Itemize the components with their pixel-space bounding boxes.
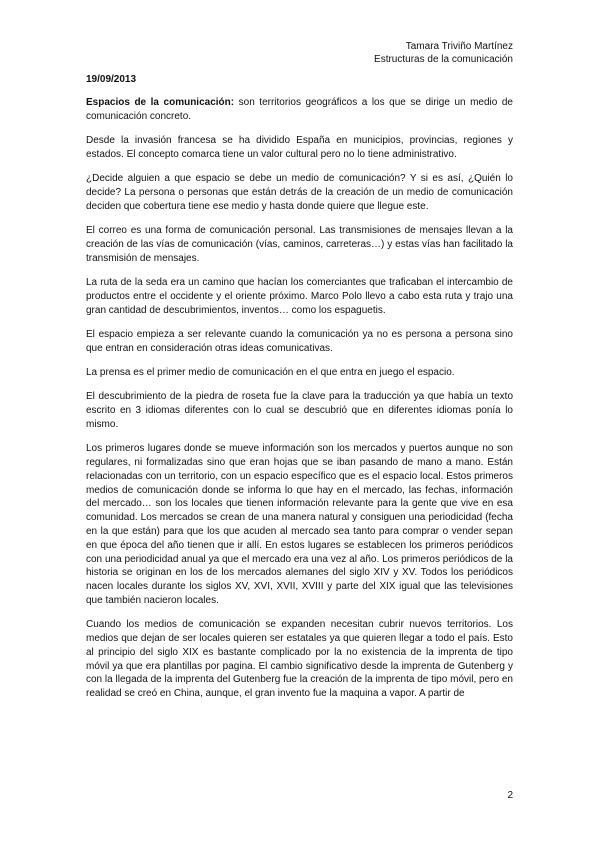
paragraph: El correo es una forma de comunicación personal. Las transmisiones de mensajes llevan a la creación de las vías de comunicación (vías, caminos, carreteras…) y estas vías han facilitado la transmisión de mensajes. bbox=[86, 225, 513, 264]
course-name: Estructuras de la comunicación bbox=[374, 53, 513, 65]
paragraph: La prensa es el primer medio de comunicación en el que entra en juego el espacio. bbox=[86, 366, 455, 378]
author-name: Tamara Triviño Martínez bbox=[405, 41, 513, 52]
paragraph: ¿Decide alguien a que espacio se debe un medio de comunicación? Y si es así, ¿Quién lo decide? La persona o personas que están detrás de la creación de un medio de comunicación deciden que cobertura tiene ese medio y hasta donde quiere que llegue este. bbox=[86, 173, 513, 212]
paragraph: Cuando los medios de comunicación se expanden necesitan cubrir nuevos territorios. Los medios que dejan de ser locales quieren ser estatales ya que quieren llegar a todo el país. Esto al principio del siglo XIX es bastante complicado por la no existencia de la imprenta de tipo móvil ya que era plantillas por pagina. El cambio significativo desde la imprenta de Gutenberg y con la llegada de la imprenta del Gutenberg fue la creación de la imprenta de tipo móvil, pero en realidad se creó en China, aunque, el gran invento fue la maquina a vapor. A partir de bbox=[86, 619, 513, 700]
paragraph: El descubrimiento de la piedra de roseta fue la clave para la traducción ya que había un texto escrito en 3 idiomas diferentes con lo cual se descubrió que en diferentes idiomas ponía lo mismo. bbox=[86, 391, 513, 430]
page-number: 2 bbox=[507, 790, 513, 801]
paragraph: La ruta de la seda era un camino que hacían los comerciantes que traficaban el intercambio de productos entre el occidente y el oriente próximo. Marco Polo llevo a cabo esta ruta y trajo una gran cantidad de descubrimientos, inventos… como los espaguetis. bbox=[86, 276, 513, 316]
document-date: 19/09/2013 bbox=[86, 74, 137, 85]
paragraph: Los primeros lugares donde se mueve información son los mercados y puertos aunque no son regulares, ni formalizadas sino que eran hojas que se iban pasando de mano a mano. Están relacionadas con un territorio, con un espacio específico que es el espacio local. Estos primeros medios de comunicación donde se informa lo que hay en el mercado, las fechas, información del mercado… son los locales que tienen información relevante para la gente que vive en esa comunidad. Los mercados se crean de una manera natural y consiguen una periodicidad (fecha en la que están) para que los que acuden al mercado sea tanto para comprar o vender sepan en que época del año tienen que ir allí. En estos lugares se establecen los primeros periódicos con una periodicidad anual ya que el mercado era una vez al año. Los primeros periódicos de la historia se originan en los de los mercados alemanes del siglo XIV y XV. Todos los periódicos nacen locales durante los siglos XV, XVI, XVII, XVIII y parte del XIX igual que las televisiones que también nacieron locales. bbox=[86, 443, 513, 606]
page-header bbox=[374, 41, 513, 66]
paragraph: Espacios de la comunicación: son territorios geográficos a los que se dirige un medio de comunicación concreto. bbox=[86, 97, 513, 122]
definition-term: Espacios de la comunicación: bbox=[86, 97, 235, 108]
paragraph: El espacio empieza a ser relevante cuando la comunicación ya no es persona a persona sino que entran en consideración otras ideas comunicativas. bbox=[86, 328, 513, 354]
document-body bbox=[86, 96, 513, 711]
paragraph: Desde la invasión francesa se ha dividido España en municipios, provincias, regiones y estados. El concepto comarca tiene un valor cultural pero no lo tiene administrativo. bbox=[86, 135, 513, 160]
